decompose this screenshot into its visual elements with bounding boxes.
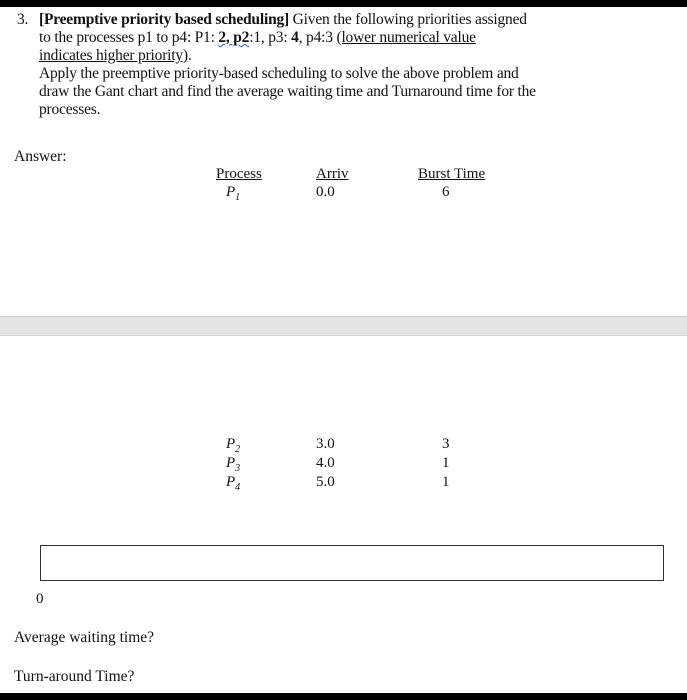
gantt-start-label: 0 xyxy=(36,591,44,607)
question-line-2: to the processes p1 to p4: P1: 2, p2:1, p3: 4, p4:3 (lower numerical value xyxy=(39,29,476,46)
page-divider xyxy=(0,316,687,336)
answer-label: Answer: xyxy=(14,148,67,165)
row-4-process: $P_4$ xyxy=(226,474,241,493)
average-waiting-time-label: Average waiting time? xyxy=(14,629,155,646)
row-1-process: $P_1$ xyxy=(226,184,241,203)
question-line-5: draw the Gant chart and find the average waiting time and Turnaround time for the xyxy=(39,83,536,100)
row-2-arrival: 3.0 xyxy=(316,436,335,452)
turnaround-time-label: Turn-around Time? xyxy=(14,668,135,685)
header-burst-time: Burst Time xyxy=(418,166,486,182)
question-line-1: [Preemptive priority based scheduling] Given the following priorities assigned xyxy=(39,11,527,28)
question-topic: [Preemptive priority based scheduling] xyxy=(39,11,289,28)
row-3-process: $P_3$ xyxy=(226,455,241,474)
question-line-6: processes. xyxy=(39,101,101,118)
row-2-process: $P_2$ xyxy=(226,436,241,455)
row-1-burst: 6 xyxy=(442,184,450,200)
top-bar xyxy=(0,0,687,7)
question-number: 3. xyxy=(17,11,29,28)
row-1-arrival: 0.0 xyxy=(316,184,335,200)
question-line-4: Apply the preemptive priority-based scheduling to solve the above problem and xyxy=(39,65,519,82)
row-4-arrival: 5.0 xyxy=(316,474,335,490)
bottom-bar xyxy=(0,693,687,700)
gantt-chart-box xyxy=(40,545,664,581)
row-4-burst: 1 xyxy=(442,474,450,490)
row-2-burst: 3 xyxy=(442,436,450,452)
row-3-burst: 1 xyxy=(442,455,450,471)
row-3-arrival: 4.0 xyxy=(316,455,335,471)
question-line-3: indicates higher priority). xyxy=(39,47,192,64)
header-arrival: Arriv xyxy=(316,166,349,182)
header-process: Process xyxy=(216,166,262,182)
